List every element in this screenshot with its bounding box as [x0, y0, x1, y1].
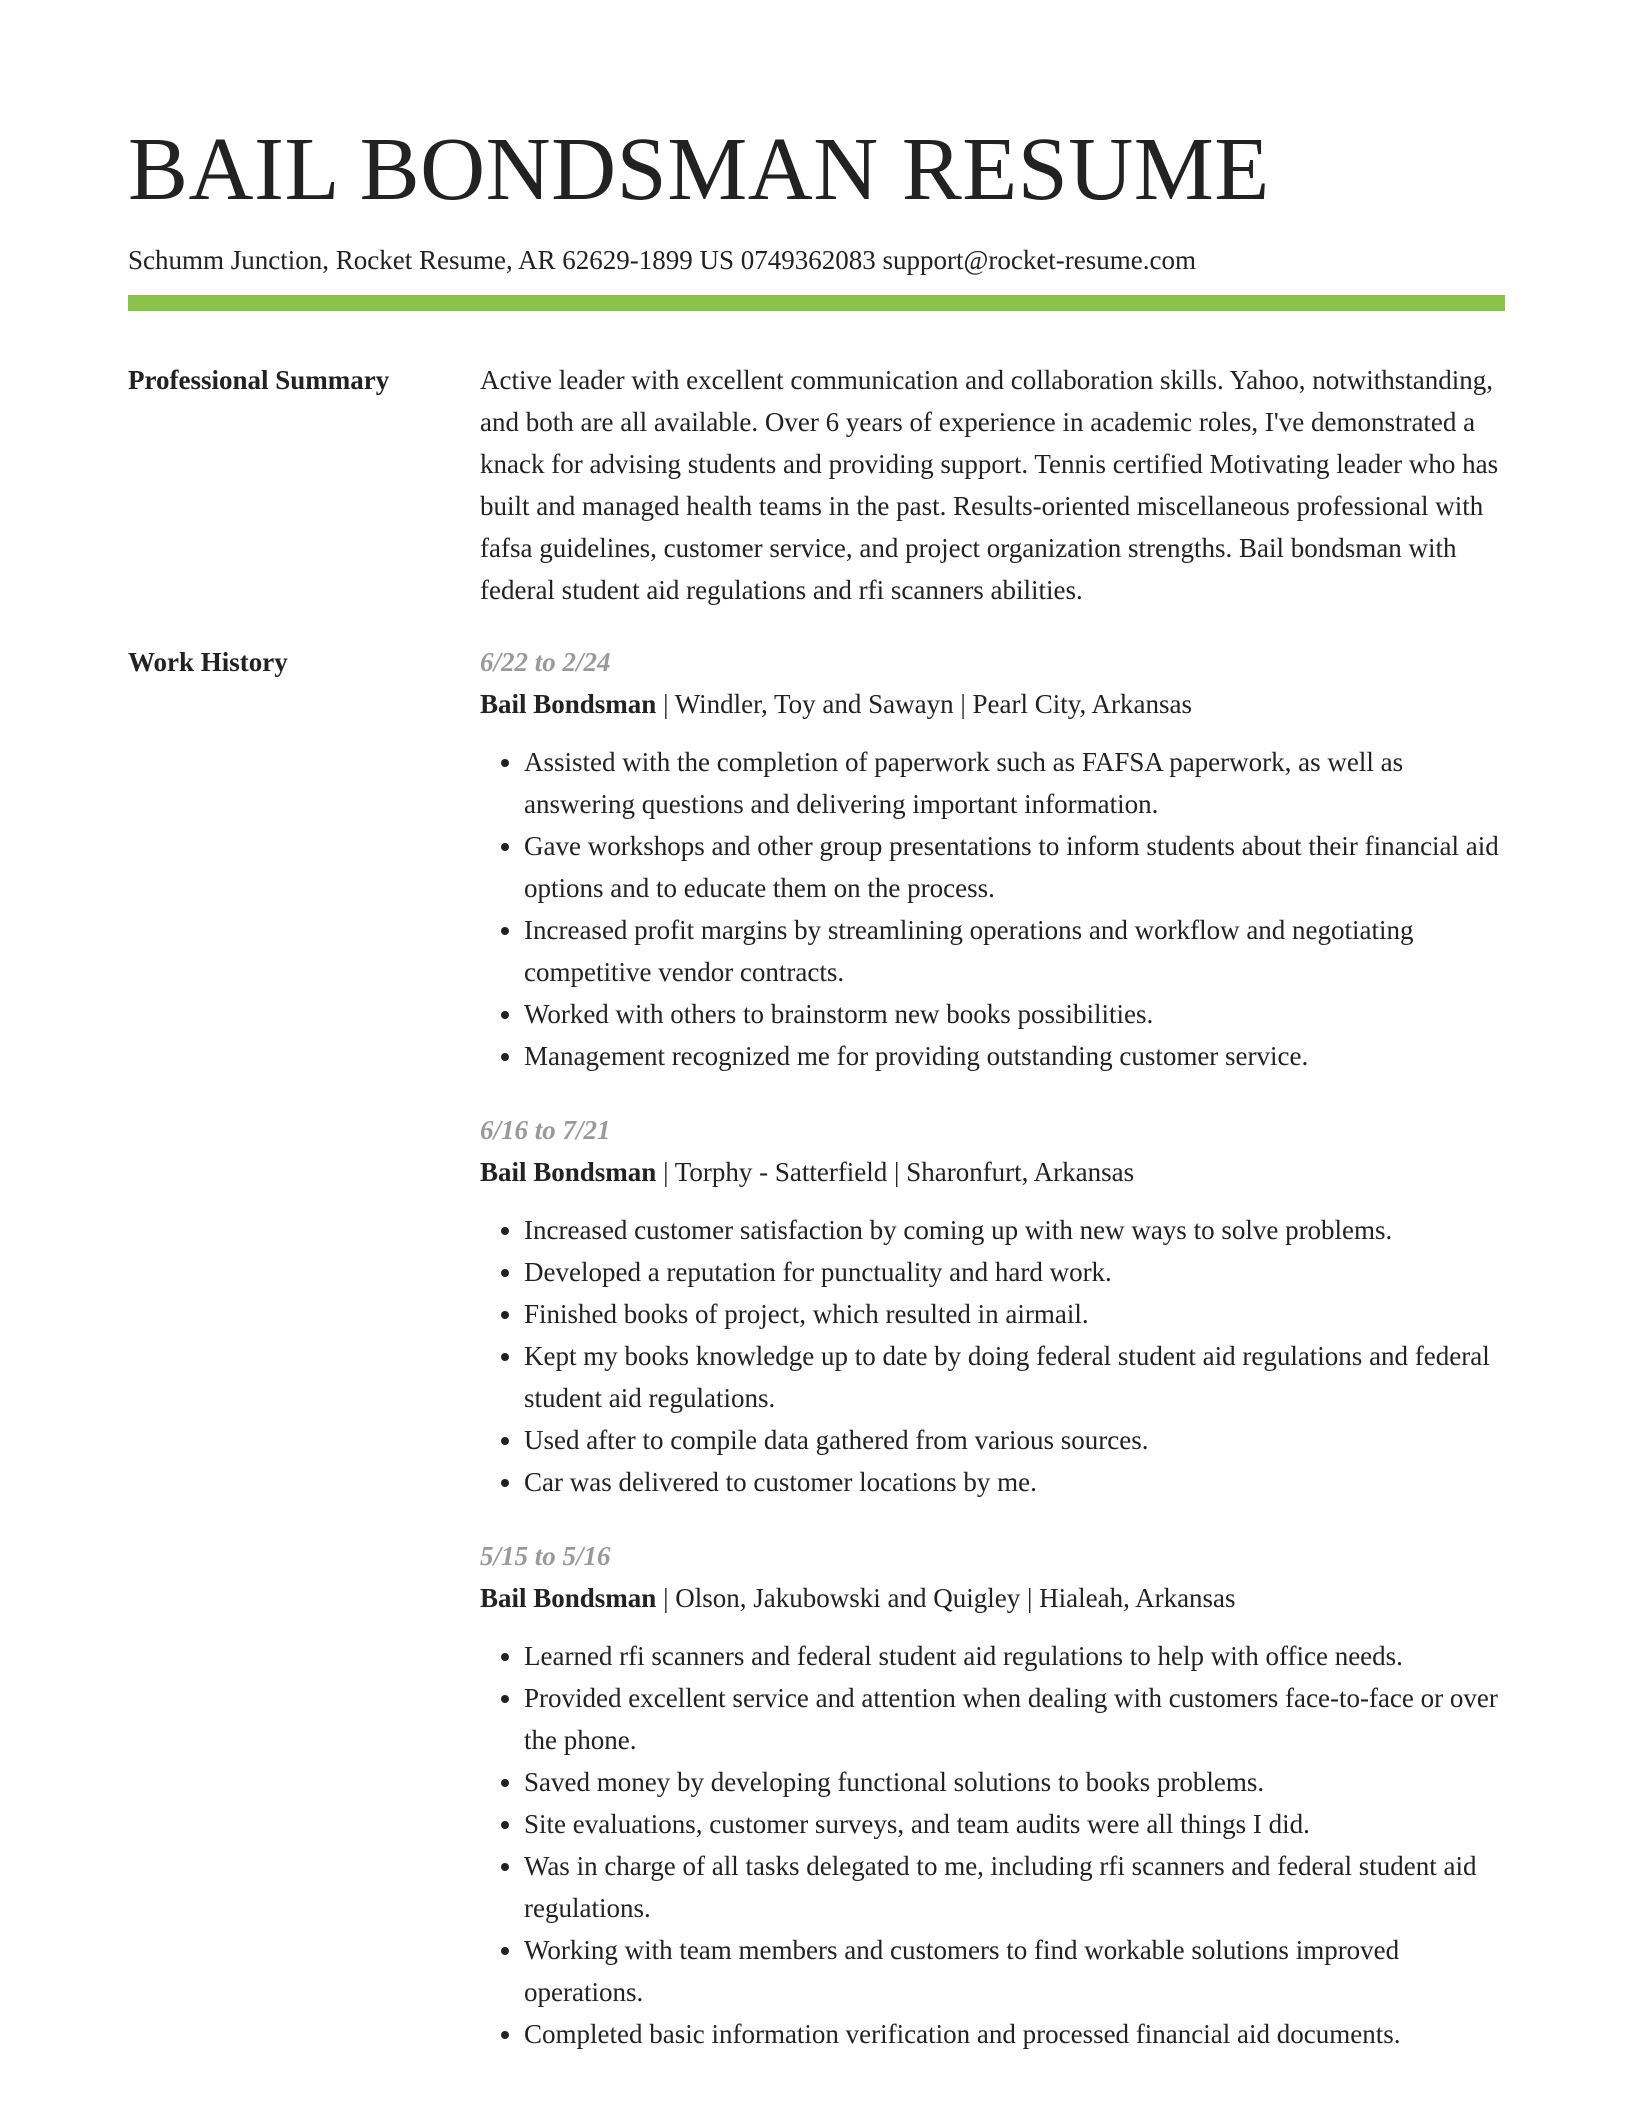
list-item: • Worked with others to brainstorm new books possibilities.	[524, 993, 1505, 1035]
job-dates: 6/16 to 7/21	[480, 1115, 611, 1145]
job-details: | Olson, Jakubowski and Quigley | Hialeah, Arkansas	[656, 1583, 1236, 1613]
job-heading	[480, 1577, 1505, 1619]
job-bullets	[480, 741, 1505, 1077]
list-item: • Kept my books knowledge up to date by doing federal student aid regulations and federal student aid regulations.	[524, 1335, 1505, 1419]
list-item: • Working with team members and customers to find workable solutions improved operations.	[524, 1929, 1505, 2013]
list-item: • Car was delivered to customer locations by me.	[524, 1461, 1505, 1503]
job-bullets	[480, 1209, 1505, 1503]
job-bullets	[480, 1635, 1505, 2055]
list-item: • Assisted with the completion of paperwork such as FAFSA paperwork, as well as answering questions and delivering important information.	[524, 741, 1505, 825]
job-entry-3	[480, 1535, 1505, 2055]
job-dates: 6/22 to 2/24	[480, 647, 611, 677]
job-details: | Torphy - Satterfield | Sharonfurt, Arkansas	[656, 1157, 1135, 1187]
list-item: • Developed a reputation for punctuality and hard work.	[524, 1251, 1505, 1293]
professional-summary-section	[128, 359, 1505, 611]
job-title: Bail Bondsman	[480, 1157, 657, 1187]
contact-line: Schumm Junction, Rocket Resume, AR 62629-1899 US 0749362083 support@rocket-resume.com	[128, 245, 1197, 275]
job-details: | Windler, Toy and Sawayn | Pearl City, Arkansas	[656, 689, 1193, 719]
list-item: • Increased customer satisfaction by coming up with new ways to solve problems.	[524, 1209, 1505, 1251]
section-label-work: Work History	[128, 647, 288, 677]
section-label-summary: Professional Summary	[128, 365, 390, 395]
job-heading	[480, 1151, 1505, 1193]
job-title: Bail Bondsman	[480, 1583, 657, 1613]
list-item: • Learned rfi scanners and federal student aid regulations to help with office needs.	[524, 1635, 1505, 1677]
job-entry-1	[480, 641, 1505, 1077]
list-item: • Site evaluations, customer surveys, and team audits were all things I did.	[524, 1803, 1505, 1845]
summary-body	[480, 359, 1505, 611]
list-item: • Completed basic information verification and processed financial aid documents.	[524, 2013, 1505, 2055]
list-item: • Management recognized me for providing outstanding customer service.	[524, 1035, 1505, 1077]
header-divider	[128, 295, 1505, 311]
work-history-body	[480, 641, 1505, 2087]
list-item: • Finished books of project, which resulted in airmail.	[524, 1293, 1505, 1335]
list-item: • Increased profit margins by streamlining operations and workflow and negotiating competitive vendor contracts.	[524, 909, 1505, 993]
work-history-section	[128, 641, 1505, 2087]
resume-title: BAIL BONDSMAN RESUME	[128, 120, 1270, 219]
job-heading	[480, 683, 1505, 725]
summary-text: Active leader with excellent communication and collaboration skills. Yahoo, notwithstanding, and both are all available. Over 6 years of experience in academic roles, I've demonstrated a knack for advising students and providing support. Tennis certified Motivating leader who has built and managed health teams in the past. Results-oriented miscellaneous professional with fafsa guidelines, customer service, and project organization strengths. Bail bondsman with federal student aid regulations and rfi scanners abilities.	[480, 365, 1499, 605]
job-dates: 5/15 to 5/16	[480, 1541, 611, 1571]
list-item: • Provided excellent service and attention when dealing with customers face-to-face or over the phone.	[524, 1677, 1505, 1761]
job-entry-2	[480, 1109, 1505, 1503]
list-item: • Saved money by developing functional solutions to books problems.	[524, 1761, 1505, 1803]
list-item: • Was in charge of all tasks delegated to me, including rfi scanners and federal student aid regulations.	[524, 1845, 1505, 1929]
job-title: Bail Bondsman	[480, 689, 657, 719]
list-item: • Gave workshops and other group presentations to inform students about their financial aid options and to educate them on the process.	[524, 825, 1505, 909]
list-item: • Used after to compile data gathered from various sources.	[524, 1419, 1505, 1461]
